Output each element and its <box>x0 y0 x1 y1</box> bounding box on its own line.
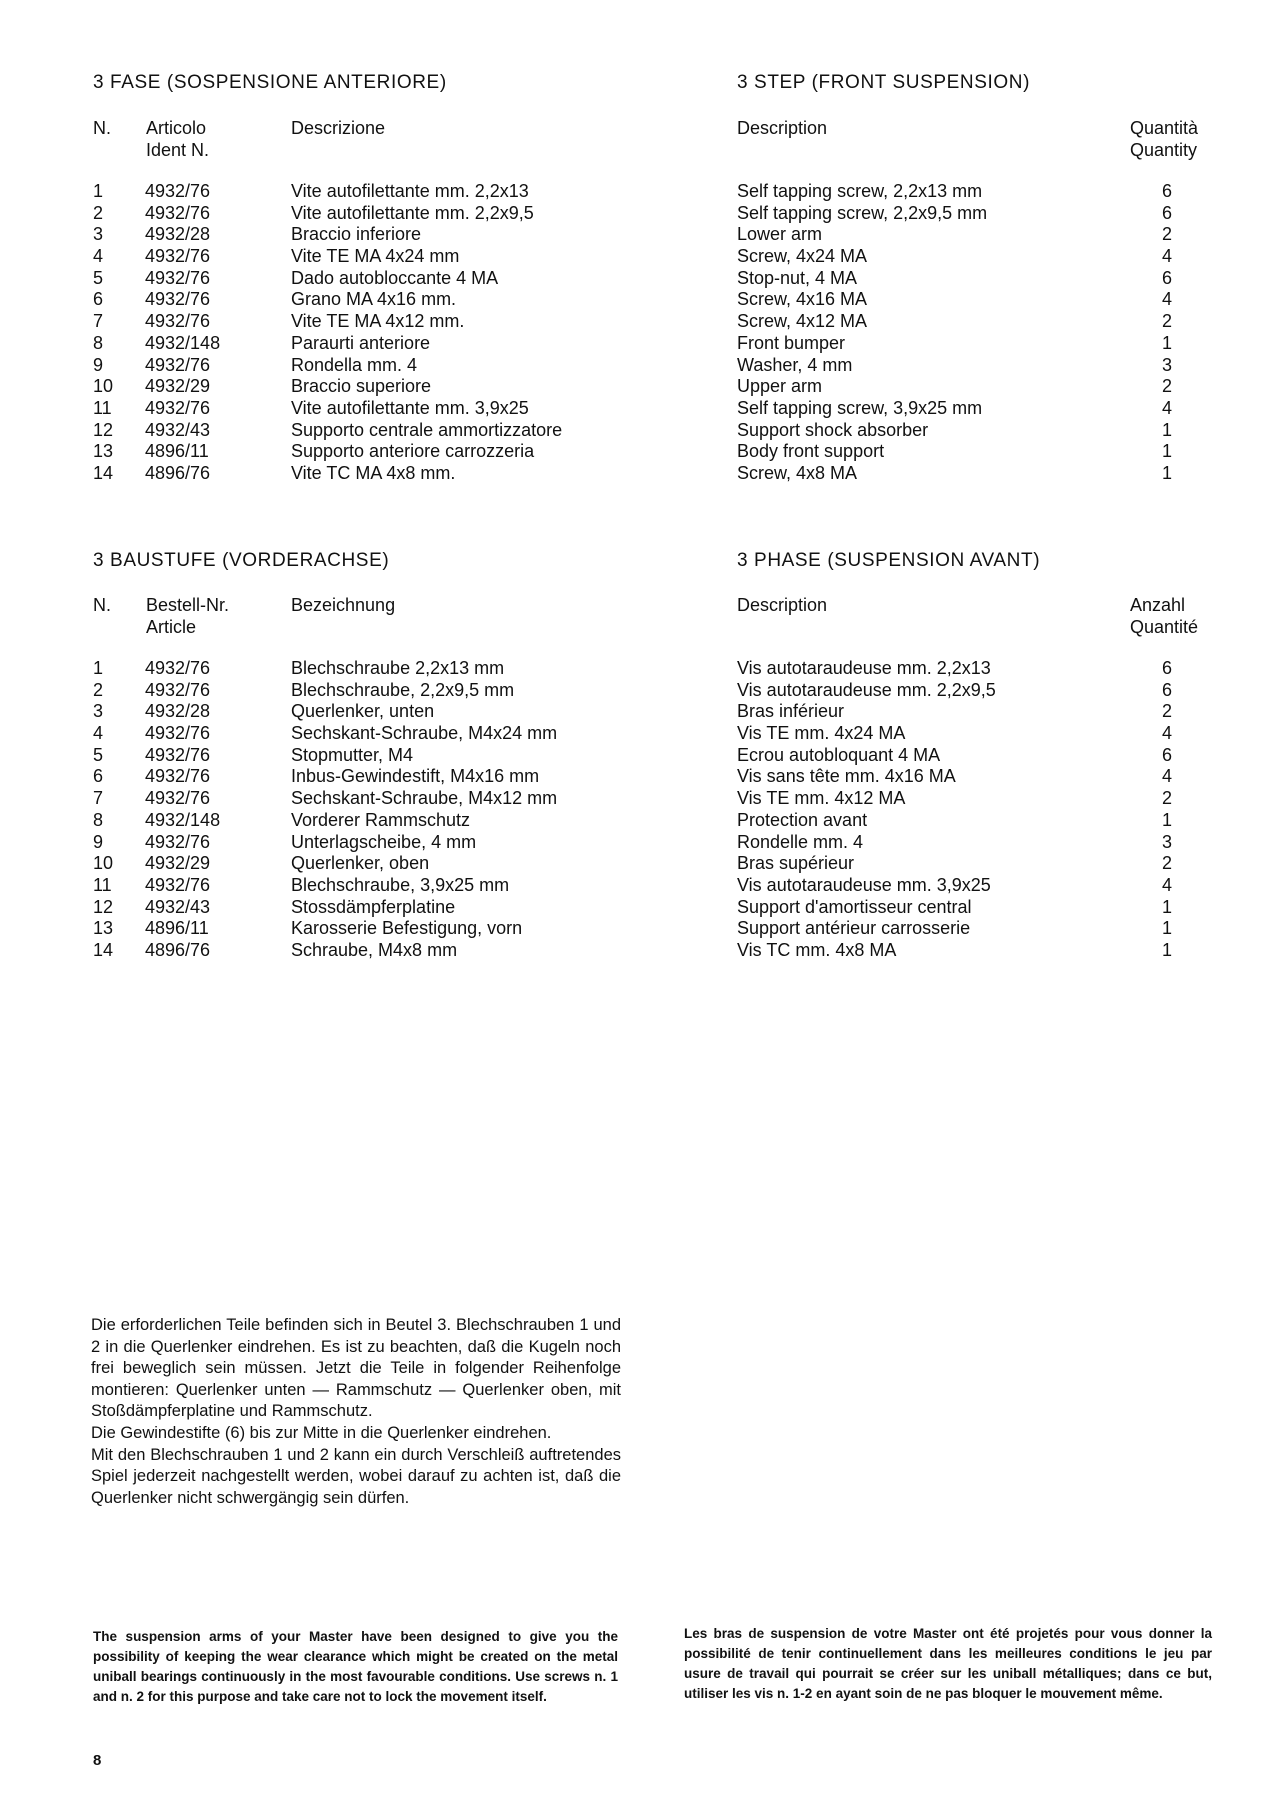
part-description: Vis autotaraudeuse mm. 3,9x25 <box>737 874 991 895</box>
item-number: 6 <box>93 766 104 787</box>
french-header-desc: Description <box>737 595 828 615</box>
german-instructions <box>91 1315 621 1509</box>
german-section-title: 3 BAUSTUFE (VORDERACHSE) <box>93 550 390 571</box>
italian-table-row <box>93 355 593 377</box>
article-number: 4932/76 <box>145 267 211 288</box>
quantity: 6 <box>1161 679 1172 700</box>
german-table-row <box>93 723 593 745</box>
item-number: 11 <box>93 397 112 418</box>
german-table-row <box>93 897 593 919</box>
english-note: The suspension arms of your Master have been designed to give you the possibility of keeping the wear clearance which might be created on the metal uniball bearings continuously in the most favourable conditions. Use screws n. 1 and n. 2 for this purpose and take care not to lock the movement itself. <box>93 1629 618 1704</box>
quantity: 4 <box>1161 397 1172 418</box>
english-table-row <box>737 181 1207 203</box>
italian-header-n: N. <box>93 118 111 138</box>
part-description: Schraube, M4x8 mm <box>291 939 458 960</box>
italian-table-row <box>93 376 593 398</box>
german-table-row <box>93 918 593 940</box>
part-description: Ecrou autobloquant 4 MA <box>737 744 941 765</box>
part-description: Supporto anteriore carrozzeria <box>291 441 535 462</box>
part-description: Upper arm <box>737 376 823 397</box>
article-number: 4896/11 <box>145 918 209 939</box>
quantity: 1 <box>1161 332 1172 353</box>
german-table-row <box>93 832 593 854</box>
article-number: 4896/76 <box>145 462 211 483</box>
quantity: 1 <box>1161 462 1172 483</box>
part-description: Supporto centrale ammortizzatore <box>291 419 563 440</box>
article-number: 4932/76 <box>145 723 211 744</box>
article-number: 4932/76 <box>145 354 211 375</box>
article-number: 4932/76 <box>145 831 211 852</box>
part-description: Screw, 4x12 MA <box>737 311 868 332</box>
english-table-row <box>737 376 1207 398</box>
french-table-row <box>737 745 1207 767</box>
english-header-qty-line1: Quantità <box>1130 118 1199 138</box>
article-number: 4932/148 <box>145 809 221 830</box>
german-table-row <box>93 788 593 810</box>
french-table-row <box>737 875 1207 897</box>
item-number: 9 <box>93 354 104 375</box>
article-number: 4932/76 <box>145 874 211 895</box>
quantity: 2 <box>1161 701 1172 722</box>
part-description: Sechskant-Schraube, M4x12 mm <box>291 788 558 809</box>
item-number: 13 <box>93 918 114 939</box>
english-table-row <box>737 333 1207 355</box>
part-description: Stopmutter, M4 <box>291 744 414 765</box>
italian-header-desc: Descrizione <box>291 118 386 138</box>
part-description: Blechschraube 2,2x13 mm <box>291 658 505 678</box>
part-description: Blechschraube, 2,2x9,5 mm <box>291 679 515 700</box>
article-number: 4932/76 <box>145 202 211 223</box>
item-number: 5 <box>93 744 104 765</box>
german-header-article-line2: Article <box>146 617 197 637</box>
quantity: 4 <box>1161 874 1172 895</box>
english-table-row <box>737 355 1207 377</box>
part-description: Support shock absorber <box>737 419 929 440</box>
part-description: Screw, 4x24 MA <box>737 246 868 267</box>
article-number: 4932/76 <box>145 246 211 267</box>
item-number: 12 <box>93 419 114 440</box>
quantity: 2 <box>1161 224 1172 245</box>
article-number: 4932/76 <box>145 658 211 678</box>
article-number: 4932/29 <box>145 376 211 397</box>
english-table-row <box>737 441 1207 463</box>
quantity: 6 <box>1161 202 1172 223</box>
french-note: Les bras de suspension de votre Master ont été projetés pour vous donner la possibilité de tenir continuellement dans les meilleures conditions le jeu par usure de travail qui pourrait se créer sur les uniball métalliques; dans ce but, utiliser les vis n. 1-2 en ayant soin de ne pas bloquer le mouvement même. <box>684 1626 1212 1701</box>
item-number: 9 <box>93 831 104 852</box>
german-header-article-line1: Bestell-Nr. <box>146 595 230 615</box>
article-number: 4932/76 <box>145 289 211 310</box>
french-header-qty <box>1130 594 1198 638</box>
part-description: Dado autobloccante 4 MA <box>291 267 499 288</box>
part-description: Rondelle mm. 4 <box>737 831 864 852</box>
italian-header-article-line1: Articolo <box>146 118 207 138</box>
part-description: Vite TC MA 4x8 mm. <box>291 462 456 483</box>
part-description: Self tapping screw, 3,9x25 mm <box>737 397 983 418</box>
italian-table-row <box>93 289 593 311</box>
part-description: Vis TE mm. 4x12 MA <box>737 788 906 809</box>
article-number: 4932/28 <box>145 224 211 245</box>
article-number: 4932/76 <box>145 744 211 765</box>
article-number: 4932/43 <box>145 419 211 440</box>
part-description: Vorderer Rammschutz <box>291 809 471 830</box>
quantity: 2 <box>1161 853 1172 874</box>
item-number: 13 <box>93 441 114 462</box>
quantity: 1 <box>1161 939 1172 960</box>
quantity: 1 <box>1161 419 1172 440</box>
italian-table-row <box>93 224 593 246</box>
part-description: Vite autofilettante mm. 2,2x13 <box>291 181 529 201</box>
english-header-qty-line2: Quantity <box>1130 140 1198 160</box>
italian-table-row <box>93 268 593 290</box>
part-description: Sechskant-Schraube, M4x24 mm <box>291 723 558 744</box>
part-description: Bras inférieur <box>737 701 845 722</box>
french-table-row <box>737 788 1207 810</box>
french-section-title: 3 PHASE (SUSPENSION AVANT) <box>737 550 1041 571</box>
part-description: Vite autofilettante mm. 3,9x25 <box>291 397 529 418</box>
part-description: Support d'amortisseur central <box>737 896 972 917</box>
french-table-row <box>737 680 1207 702</box>
item-number: 10 <box>93 376 114 397</box>
french-header-qty-line1: Anzahl <box>1130 595 1186 615</box>
article-number: 4932/76 <box>145 679 211 700</box>
french-table-row <box>737 766 1207 788</box>
quantity: 1 <box>1161 809 1172 830</box>
quantity: 2 <box>1161 788 1172 809</box>
item-number: 1 <box>93 658 104 678</box>
part-description: Front bumper <box>737 332 846 353</box>
italian-table-row <box>93 311 593 333</box>
article-number: 4932/76 <box>145 181 211 201</box>
part-description: Support antérieur carrosserie <box>737 918 971 939</box>
part-description: Bras supérieur <box>737 853 855 874</box>
french-table-row <box>737 940 1207 962</box>
german-table-row <box>93 810 593 832</box>
part-description: Self tapping screw, 2,2x13 mm <box>737 181 983 201</box>
article-number: 4932/28 <box>145 701 211 722</box>
french-table-row <box>737 658 1207 680</box>
french-header-qty-line2: Quantité <box>1130 617 1199 637</box>
french-table-row <box>737 810 1207 832</box>
item-number: 11 <box>93 874 112 895</box>
part-description: Grano MA 4x16 mm. <box>291 289 457 310</box>
part-description: Vite TE MA 4x24 mm <box>291 246 460 267</box>
part-description: Karosserie Befestigung, vorn <box>291 918 523 939</box>
german-table-row <box>93 766 593 788</box>
quantity: 1 <box>1161 441 1172 462</box>
english-table-row <box>737 289 1207 311</box>
part-description: Vis TE mm. 4x24 MA <box>737 723 906 744</box>
italian-parts-table <box>93 181 593 485</box>
italian-table-row <box>93 333 593 355</box>
article-number: 4896/11 <box>145 441 209 462</box>
quantity: 4 <box>1161 766 1172 787</box>
item-number: 3 <box>93 701 104 722</box>
article-number: 4932/43 <box>145 896 211 917</box>
german-instruction-paragraph: Mit den Blechschrauben 1 und 2 kann ein durch Verschleiß auftretendes Spiel jederzeit nachgestellt werden, wobei darauf zu achten ist, daß die Querlenker nicht schwergängig sein dürfen. <box>91 1445 621 1507</box>
part-description: Vis autotaraudeuse mm. 2,2x13 <box>737 658 991 678</box>
part-description: Querlenker, unten <box>291 701 435 722</box>
italian-table-row <box>93 441 593 463</box>
quantity: 6 <box>1161 744 1172 765</box>
german-parts-table <box>93 658 593 962</box>
quantity: 3 <box>1161 831 1172 852</box>
italian-header-article-line2: Ident N. <box>146 140 210 160</box>
english-section-title: 3 STEP (FRONT SUSPENSION) <box>737 72 1031 93</box>
part-description: Stop-nut, 4 MA <box>737 267 858 288</box>
item-number: 1 <box>93 181 104 201</box>
italian-table-row <box>93 398 593 420</box>
part-description: Unterlagscheibe, 4 mm <box>291 831 477 852</box>
part-description: Screw, 4x16 MA <box>737 289 868 310</box>
article-number: 4932/29 <box>145 853 211 874</box>
item-number: 4 <box>93 723 104 744</box>
french-parts-table <box>737 658 1207 962</box>
quantity: 6 <box>1161 267 1172 288</box>
item-number: 12 <box>93 896 114 917</box>
page-number: 8 <box>93 1752 102 1769</box>
quantity: 4 <box>1161 246 1172 267</box>
french-table-row <box>737 853 1207 875</box>
german-table-row <box>93 680 593 702</box>
part-description: Body front support <box>737 441 885 462</box>
english-header-qty <box>1130 117 1198 161</box>
item-number: 14 <box>93 462 114 483</box>
part-description: Braccio superiore <box>291 376 432 397</box>
item-number: 3 <box>93 224 104 245</box>
article-number: 4932/76 <box>145 788 211 809</box>
english-table-row <box>737 203 1207 225</box>
part-description: Vis TC mm. 4x8 MA <box>737 939 897 960</box>
part-description: Washer, 4 mm <box>737 354 853 375</box>
quantity: 6 <box>1161 658 1172 678</box>
part-description: Paraurti anteriore <box>291 332 431 353</box>
item-number: 14 <box>93 939 114 960</box>
german-instruction-paragraph: Die Gewindestifte (6) bis zur Mitte in die Querlenker eindrehen. <box>91 1423 552 1442</box>
item-number: 7 <box>93 311 104 332</box>
english-header-desc: Description <box>737 118 828 138</box>
italian-table-row <box>93 420 593 442</box>
article-number: 4932/148 <box>145 332 221 353</box>
english-table-row <box>737 224 1207 246</box>
quantity: 1 <box>1161 918 1172 939</box>
german-table-row <box>93 940 593 962</box>
quantity: 1 <box>1161 896 1172 917</box>
item-number: 6 <box>93 289 104 310</box>
english-table-row <box>737 268 1207 290</box>
french-table-row <box>737 832 1207 854</box>
quantity: 2 <box>1161 376 1172 397</box>
english-table-row <box>737 463 1207 485</box>
italian-table-row <box>93 246 593 268</box>
article-number: 4932/76 <box>145 311 211 332</box>
french-table-row <box>737 723 1207 745</box>
item-number: 10 <box>93 853 114 874</box>
french-table-row <box>737 701 1207 723</box>
part-description: Stossdämpferplatine <box>291 896 456 917</box>
german-table-row <box>93 853 593 875</box>
german-instruction-paragraph: Die erforderlichen Teile befinden sich in Beutel 3. Blechschrauben 1 und 2 in die Querlenker eindrehen. Es ist zu beachten, daß die Kugeln noch frei beweglich sein müssen. Jetzt die Teile in folgender Reihenfolge montieren: Querlenker unten — Rammschutz — Querlenker oben, mit Stoßdämpferplatine und Rammschutz. <box>91 1316 621 1421</box>
quantity: 6 <box>1161 181 1172 201</box>
german-table-row <box>93 658 593 680</box>
english-table-row <box>737 398 1207 420</box>
item-number: 2 <box>93 679 104 700</box>
item-number: 8 <box>93 809 104 830</box>
article-number: 4932/76 <box>145 397 211 418</box>
part-description: Rondella mm. 4 <box>291 354 418 375</box>
german-header-n: N. <box>93 595 111 615</box>
item-number: 8 <box>93 332 104 353</box>
part-description: Lower arm <box>737 224 823 245</box>
english-table-row <box>737 420 1207 442</box>
quantity: 2 <box>1161 311 1172 332</box>
item-number: 4 <box>93 246 104 267</box>
english-table-row <box>737 311 1207 333</box>
italian-table-row <box>93 203 593 225</box>
german-table-row <box>93 745 593 767</box>
german-header-article <box>146 594 229 638</box>
part-description: Blechschraube, 3,9x25 mm <box>291 874 510 895</box>
part-description: Inbus-Gewindestift, M4x16 mm <box>291 766 540 787</box>
italian-header-article <box>146 117 209 161</box>
article-number: 4932/76 <box>145 766 211 787</box>
german-header-desc: Bezeichnung <box>291 595 396 615</box>
item-number: 7 <box>93 788 104 809</box>
article-number: 4896/76 <box>145 939 211 960</box>
part-description: Self tapping screw, 2,2x9,5 mm <box>737 202 988 223</box>
quantity: 4 <box>1161 723 1172 744</box>
italian-section-title: 3 FASE (SOSPENSIONE ANTERIORE) <box>93 72 447 93</box>
quantity: 3 <box>1161 354 1172 375</box>
english-parts-table <box>737 181 1207 485</box>
part-description: Screw, 4x8 MA <box>737 462 858 483</box>
part-description: Vis sans tête mm. 4x16 MA <box>737 766 956 787</box>
german-table-row <box>93 701 593 723</box>
part-description: Querlenker, oben <box>291 853 430 874</box>
english-table-row <box>737 246 1207 268</box>
part-description: Vis autotaraudeuse mm. 2,2x9,5 <box>737 679 996 700</box>
french-table-row <box>737 918 1207 940</box>
italian-table-row <box>93 463 593 485</box>
part-description: Braccio inferiore <box>291 224 422 245</box>
part-description: Vite TE MA 4x12 mm. <box>291 311 465 332</box>
item-number: 5 <box>93 267 104 288</box>
item-number: 2 <box>93 202 104 223</box>
part-description: Protection avant <box>737 809 868 830</box>
german-table-row <box>93 875 593 897</box>
quantity: 4 <box>1161 289 1172 310</box>
italian-table-row <box>93 181 593 203</box>
french-table-row <box>737 897 1207 919</box>
part-description: Vite autofilettante mm. 2,2x9,5 <box>291 202 534 223</box>
